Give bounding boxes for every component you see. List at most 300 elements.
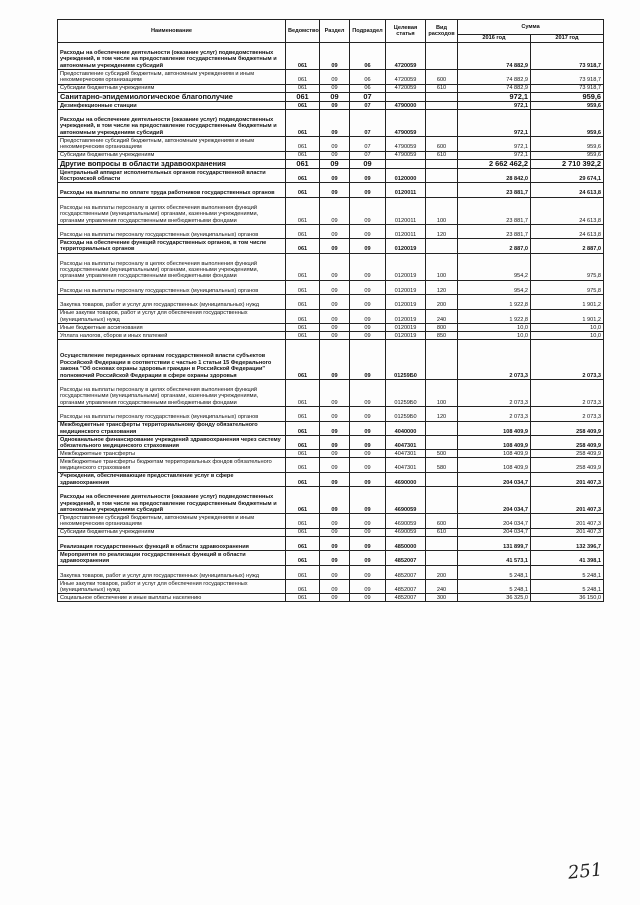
table-row bbox=[58, 224, 604, 238]
row-target: 4047301 bbox=[386, 450, 426, 458]
row-target: 4690059 bbox=[386, 487, 426, 514]
row-name: Межбюджетные трансферты бюджетам территориальных фондов обязательного медицинского страхования bbox=[58, 458, 286, 472]
row-name: Уплата налогов, сборов и иных платежей bbox=[58, 332, 286, 340]
row-subsection: 09 bbox=[350, 551, 386, 565]
row-value-2017: 2 073,3 bbox=[531, 340, 604, 380]
row-value-2016: 972,1 bbox=[458, 92, 531, 101]
row-subsection: 09 bbox=[350, 421, 386, 435]
header-sum: Сумма bbox=[458, 20, 604, 35]
row-exp-type: 100 bbox=[426, 253, 458, 280]
table-row bbox=[58, 536, 604, 550]
row-section: 09 bbox=[320, 253, 350, 280]
row-value-2017: 1 901,2 bbox=[531, 295, 604, 309]
row-name: Предоставление субсидий бюджетным, автономным учреждениям и иным некоммерческим организациям bbox=[58, 514, 286, 528]
row-dept: 061 bbox=[286, 70, 320, 84]
row-subsection: 07 bbox=[350, 137, 386, 151]
row-target: 4720059 bbox=[386, 84, 426, 92]
row-section: 09 bbox=[320, 472, 350, 486]
row-value-2016: 5 248,1 bbox=[458, 579, 531, 593]
row-subsection: 09 bbox=[350, 536, 386, 550]
row-exp-type bbox=[426, 168, 458, 182]
row-target: 0120019 bbox=[386, 280, 426, 294]
row-name: Расходы на обеспечение функций государственных органов, в том числе территориальных органов bbox=[58, 239, 286, 253]
row-exp-type bbox=[426, 421, 458, 435]
row-target: 4040000 bbox=[386, 421, 426, 435]
row-subsection: 07 bbox=[350, 101, 386, 109]
row-value-2016: 10,0 bbox=[458, 332, 531, 340]
row-dept: 061 bbox=[286, 253, 320, 280]
row-name: Расходы на выплаты персоналу государственных (муниципальных) органов bbox=[58, 224, 286, 238]
row-value-2016: 74 882,9 bbox=[458, 84, 531, 92]
row-value-2017: 201 407,3 bbox=[531, 472, 604, 486]
row-dept: 061 bbox=[286, 487, 320, 514]
row-name: Осуществление переданных органам государственной власти субъектов Российской Федерации в соответствии с частью 1 статьи 15 Федерального закона "Об основах охраны здоровья граждан в Российской Федерации" полномочий Российской Федерации в сфере охраны здоровья bbox=[58, 340, 286, 380]
row-name: Реализация государственных функций в области здравоохранения bbox=[58, 536, 286, 550]
table-row bbox=[58, 514, 604, 528]
row-value-2016: 108 409,9 bbox=[458, 450, 531, 458]
row-exp-type: 600 bbox=[426, 70, 458, 84]
header-subsection: Подраздел bbox=[350, 20, 386, 43]
row-value-2017: 975,8 bbox=[531, 253, 604, 280]
row-value-2016: 41 573,1 bbox=[458, 551, 531, 565]
row-value-2016: 1 922,8 bbox=[458, 309, 531, 323]
row-section: 09 bbox=[320, 579, 350, 593]
row-section: 09 bbox=[320, 332, 350, 340]
table-row bbox=[58, 565, 604, 579]
row-value-2017: 5 248,1 bbox=[531, 579, 604, 593]
row-name: Мероприятия по реализации государственных функций в области здравоохранения bbox=[58, 551, 286, 565]
row-subsection: 09 bbox=[350, 514, 386, 528]
row-section: 09 bbox=[320, 101, 350, 109]
header-name: Наименование bbox=[58, 20, 286, 43]
row-value-2016: 204 034,7 bbox=[458, 514, 531, 528]
row-section: 09 bbox=[320, 551, 350, 565]
row-subsection: 09 bbox=[350, 436, 386, 450]
row-exp-type: 610 bbox=[426, 528, 458, 536]
row-target: 4690000 bbox=[386, 472, 426, 486]
table-header-row bbox=[58, 20, 604, 35]
table-row bbox=[58, 421, 604, 435]
table-row bbox=[58, 528, 604, 536]
table-row bbox=[58, 407, 604, 421]
row-value-2016: 972,1 bbox=[458, 151, 531, 159]
row-section: 09 bbox=[320, 421, 350, 435]
row-name: Межбюджетные трансферты bbox=[58, 450, 286, 458]
row-target: 4690059 bbox=[386, 514, 426, 528]
row-dept: 061 bbox=[286, 421, 320, 435]
row-section: 09 bbox=[320, 92, 350, 101]
row-exp-type: 300 bbox=[426, 594, 458, 602]
row-dept: 061 bbox=[286, 472, 320, 486]
row-target: 4850000 bbox=[386, 536, 426, 550]
row-name: Расходы на выплаты персоналу в целях обеспечения выполнения функций государственными (муниципальными) органами, казенными учреждениями, органами управления государственными внебюджетными фондами bbox=[58, 380, 286, 407]
row-subsection: 09 bbox=[350, 168, 386, 182]
row-dept: 061 bbox=[286, 565, 320, 579]
row-name: Закупка товаров, работ и услуг для государственных (муниципальных) нужд bbox=[58, 295, 286, 309]
row-value-2016: 2 662 462,2 bbox=[458, 159, 531, 168]
row-subsection: 09 bbox=[350, 565, 386, 579]
row-exp-type bbox=[426, 487, 458, 514]
row-subsection: 09 bbox=[350, 579, 386, 593]
row-value-2017: 29 674,1 bbox=[531, 168, 604, 182]
row-subsection: 09 bbox=[350, 340, 386, 380]
table-row bbox=[58, 43, 604, 70]
row-subsection: 06 bbox=[350, 43, 386, 70]
row-dept: 061 bbox=[286, 340, 320, 380]
row-section: 09 bbox=[320, 528, 350, 536]
row-exp-type: 580 bbox=[426, 458, 458, 472]
row-target: 0120019 bbox=[386, 332, 426, 340]
row-exp-type bbox=[426, 109, 458, 136]
row-subsection: 09 bbox=[350, 309, 386, 323]
row-exp-type bbox=[426, 436, 458, 450]
row-value-2017: 2 073,3 bbox=[531, 380, 604, 407]
row-name: Межбюджетные трансферты территориальному фонду обязательного медицинского страхования bbox=[58, 421, 286, 435]
table-row bbox=[58, 450, 604, 458]
row-target: 01259Б0 bbox=[386, 407, 426, 421]
row-name: Расходы на выплаты персоналу государственных (муниципальных) органов bbox=[58, 407, 286, 421]
row-section: 09 bbox=[320, 43, 350, 70]
row-dept: 061 bbox=[286, 380, 320, 407]
row-dept: 061 bbox=[286, 224, 320, 238]
row-value-2017: 959,6 bbox=[531, 137, 604, 151]
table-row bbox=[58, 109, 604, 136]
row-dept: 061 bbox=[286, 450, 320, 458]
row-exp-type: 200 bbox=[426, 295, 458, 309]
row-subsection: 09 bbox=[350, 380, 386, 407]
row-name: Субсидии бюджетным учреждениям bbox=[58, 151, 286, 159]
row-target: 4047301 bbox=[386, 458, 426, 472]
row-value-2017: 959,6 bbox=[531, 92, 604, 101]
row-dept: 061 bbox=[286, 407, 320, 421]
row-exp-type: 850 bbox=[426, 332, 458, 340]
row-exp-type: 120 bbox=[426, 224, 458, 238]
table-row bbox=[58, 197, 604, 224]
row-subsection: 09 bbox=[350, 295, 386, 309]
table-row bbox=[58, 92, 604, 101]
row-exp-type: 800 bbox=[426, 324, 458, 332]
row-value-2016: 204 034,7 bbox=[458, 528, 531, 536]
row-name: Расходы на выплаты по оплате труда работников государственных органов bbox=[58, 183, 286, 197]
row-dept: 061 bbox=[286, 309, 320, 323]
row-section: 09 bbox=[320, 458, 350, 472]
table-row bbox=[58, 137, 604, 151]
row-target: 4790059 bbox=[386, 151, 426, 159]
row-exp-type: 240 bbox=[426, 579, 458, 593]
row-subsection: 09 bbox=[350, 332, 386, 340]
row-exp-type bbox=[426, 43, 458, 70]
row-section: 09 bbox=[320, 380, 350, 407]
row-value-2017: 73 918,7 bbox=[531, 84, 604, 92]
row-target: 4790059 bbox=[386, 109, 426, 136]
table-row bbox=[58, 70, 604, 84]
row-exp-type bbox=[426, 239, 458, 253]
row-name: Расходы на выплаты персоналу государственных (муниципальных) органов bbox=[58, 280, 286, 294]
row-dept: 061 bbox=[286, 536, 320, 550]
row-dept: 061 bbox=[286, 528, 320, 536]
row-value-2017: 258 409,9 bbox=[531, 458, 604, 472]
row-dept: 061 bbox=[286, 579, 320, 593]
row-value-2017: 201 407,3 bbox=[531, 487, 604, 514]
row-value-2016: 74 882,9 bbox=[458, 43, 531, 70]
row-section: 09 bbox=[320, 450, 350, 458]
row-dept: 061 bbox=[286, 168, 320, 182]
row-subsection: 09 bbox=[350, 159, 386, 168]
row-exp-type: 120 bbox=[426, 407, 458, 421]
row-target bbox=[386, 92, 426, 101]
row-target: 0120011 bbox=[386, 183, 426, 197]
table-row bbox=[58, 472, 604, 486]
table-row bbox=[58, 253, 604, 280]
row-value-2016: 204 034,7 bbox=[458, 487, 531, 514]
row-value-2017: 41 398,1 bbox=[531, 551, 604, 565]
header-dept: Ведомство bbox=[286, 20, 320, 43]
row-target: 4690059 bbox=[386, 528, 426, 536]
row-value-2016: 74 882,9 bbox=[458, 70, 531, 84]
row-name: Другие вопросы в области здравоохранения bbox=[58, 159, 286, 168]
row-section: 09 bbox=[320, 84, 350, 92]
row-value-2016: 5 248,1 bbox=[458, 565, 531, 579]
table-row bbox=[58, 579, 604, 593]
table-row bbox=[58, 340, 604, 380]
row-name: Предоставление субсидий бюджетным, автономным учреждениям и иным некоммерческим организациям bbox=[58, 137, 286, 151]
row-subsection: 06 bbox=[350, 84, 386, 92]
row-value-2016: 1 922,8 bbox=[458, 295, 531, 309]
row-section: 09 bbox=[320, 536, 350, 550]
table-row bbox=[58, 101, 604, 109]
row-dept: 061 bbox=[286, 101, 320, 109]
header-target: Целевая статья bbox=[386, 20, 426, 43]
row-name: Субсидии бюджетным учреждениям bbox=[58, 84, 286, 92]
row-name: Закупка товаров, работ и услуг для государственных (муниципальных) нужд bbox=[58, 565, 286, 579]
row-name: Санитарно-эпидемиологическое благополучие bbox=[58, 92, 286, 101]
row-exp-type bbox=[426, 101, 458, 109]
row-subsection: 09 bbox=[350, 407, 386, 421]
row-value-2017: 10,0 bbox=[531, 332, 604, 340]
row-name: Расходы на обеспечение деятельности (оказание услуг) подведомственных учреждений, в том числе на предоставление государственным бюджетным и автономным учреждениям субсидий bbox=[58, 43, 286, 70]
table-row bbox=[58, 151, 604, 159]
row-dept: 061 bbox=[286, 84, 320, 92]
row-value-2017: 2 887,0 bbox=[531, 239, 604, 253]
table-row bbox=[58, 487, 604, 514]
row-subsection: 07 bbox=[350, 92, 386, 101]
row-value-2017: 10,0 bbox=[531, 324, 604, 332]
page-number-handwritten: 251 bbox=[566, 859, 604, 884]
row-subsection: 09 bbox=[350, 472, 386, 486]
row-name: Одноканальное финансирование учреждений здравоохранения через систему обязательного медицинского страхования bbox=[58, 436, 286, 450]
table-row bbox=[58, 159, 604, 168]
row-value-2017: 201 407,3 bbox=[531, 514, 604, 528]
row-exp-type: 500 bbox=[426, 450, 458, 458]
row-subsection: 07 bbox=[350, 109, 386, 136]
row-name: Иные закупки товаров, работ и услуг для обеспечения государственных (муниципальных) нужд bbox=[58, 579, 286, 593]
table-row bbox=[58, 239, 604, 253]
row-value-2016: 131 899,7 bbox=[458, 536, 531, 550]
table-row bbox=[58, 551, 604, 565]
row-dept: 061 bbox=[286, 332, 320, 340]
row-target: 4852007 bbox=[386, 565, 426, 579]
row-value-2016: 972,1 bbox=[458, 101, 531, 109]
row-target: 0120011 bbox=[386, 224, 426, 238]
table-row bbox=[58, 295, 604, 309]
row-dept: 061 bbox=[286, 151, 320, 159]
table-row bbox=[58, 84, 604, 92]
row-dept: 061 bbox=[286, 280, 320, 294]
header-section: Раздел bbox=[320, 20, 350, 43]
row-value-2016: 2 887,0 bbox=[458, 239, 531, 253]
row-dept: 061 bbox=[286, 92, 320, 101]
row-value-2016: 28 842,0 bbox=[458, 168, 531, 182]
row-section: 09 bbox=[320, 295, 350, 309]
row-name: Центральный аппарат исполнительных органов государственной власти Костромской области bbox=[58, 168, 286, 182]
row-value-2016: 2 073,3 bbox=[458, 407, 531, 421]
table-row bbox=[58, 594, 604, 602]
row-subsection: 06 bbox=[350, 70, 386, 84]
row-dept: 061 bbox=[286, 324, 320, 332]
row-exp-type: 200 bbox=[426, 565, 458, 579]
row-dept: 061 bbox=[286, 109, 320, 136]
row-name: Иные бюджетные ассигнования bbox=[58, 324, 286, 332]
row-name: Расходы на выплаты персоналу в целях обеспечения выполнения функций государственными (муниципальными) органами, казенными учреждениями, органами управления государственными внебюджетными фондами bbox=[58, 197, 286, 224]
row-target: 0120000 bbox=[386, 168, 426, 182]
row-name: Иные закупки товаров, работ и услуг для обеспечения государственных (муниципальных) нужд bbox=[58, 309, 286, 323]
header-2017: 2017 год bbox=[531, 35, 604, 43]
table-row bbox=[58, 168, 604, 182]
row-subsection: 09 bbox=[350, 594, 386, 602]
row-target: 4047301 bbox=[386, 436, 426, 450]
row-subsection: 09 bbox=[350, 183, 386, 197]
row-target: 01259Б0 bbox=[386, 340, 426, 380]
row-value-2017: 959,6 bbox=[531, 109, 604, 136]
header-2016: 2016 год bbox=[458, 35, 531, 43]
row-name: Дезинфекционные станции bbox=[58, 101, 286, 109]
row-target: 4790059 bbox=[386, 137, 426, 151]
row-subsection: 09 bbox=[350, 253, 386, 280]
row-target: 4852007 bbox=[386, 551, 426, 565]
row-subsection: 09 bbox=[350, 280, 386, 294]
row-target: 0120019 bbox=[386, 239, 426, 253]
row-value-2016: 204 034,7 bbox=[458, 472, 531, 486]
table-row bbox=[58, 324, 604, 332]
row-dept: 061 bbox=[286, 458, 320, 472]
row-dept: 061 bbox=[286, 197, 320, 224]
row-section: 09 bbox=[320, 280, 350, 294]
row-value-2017: 975,8 bbox=[531, 280, 604, 294]
row-value-2017: 36 150,0 bbox=[531, 594, 604, 602]
row-exp-type bbox=[426, 159, 458, 168]
row-target: 0120019 bbox=[386, 324, 426, 332]
row-value-2017: 132 396,7 bbox=[531, 536, 604, 550]
row-value-2017: 24 613,8 bbox=[531, 224, 604, 238]
table-row bbox=[58, 458, 604, 472]
table-row bbox=[58, 380, 604, 407]
row-dept: 061 bbox=[286, 239, 320, 253]
row-section: 09 bbox=[320, 594, 350, 602]
row-value-2016: 10,0 bbox=[458, 324, 531, 332]
row-target: 01259Б0 bbox=[386, 380, 426, 407]
row-subsection: 09 bbox=[350, 450, 386, 458]
row-value-2016: 23 881,7 bbox=[458, 224, 531, 238]
row-exp-type: 240 bbox=[426, 309, 458, 323]
row-name: Расходы на выплаты персоналу в целях обеспечения выполнения функций государственными (муниципальными) органами, казенными учреждениями, органами управления государственными внебюджетными фондами bbox=[58, 253, 286, 280]
row-target: 4852007 bbox=[386, 594, 426, 602]
row-value-2016: 108 409,9 bbox=[458, 421, 531, 435]
row-exp-type: 610 bbox=[426, 151, 458, 159]
row-value-2016: 23 881,7 bbox=[458, 197, 531, 224]
row-name: Расходы на обеспечение деятельности (оказание услуг) подведомственных учреждений, в том числе на предоставление государственным бюджетным и автономным учреждениям субсидий bbox=[58, 109, 286, 136]
table-row bbox=[58, 183, 604, 197]
row-value-2017: 5 248,1 bbox=[531, 565, 604, 579]
row-name: Расходы на обеспечение деятельности (оказание услуг) подведомственных учреждений, в том числе на предоставление государственным бюджетным и автономным учреждениям субсидий bbox=[58, 487, 286, 514]
row-value-2017: 258 409,9 bbox=[531, 421, 604, 435]
row-exp-type: 100 bbox=[426, 380, 458, 407]
row-section: 09 bbox=[320, 109, 350, 136]
row-section: 09 bbox=[320, 565, 350, 579]
table-row bbox=[58, 436, 604, 450]
row-section: 09 bbox=[320, 137, 350, 151]
row-section: 09 bbox=[320, 324, 350, 332]
row-name: Учреждения, обеспечивающие предоставление услуг в сфере здравоохранения bbox=[58, 472, 286, 486]
row-value-2017: 959,6 bbox=[531, 101, 604, 109]
row-subsection: 09 bbox=[350, 197, 386, 224]
row-dept: 061 bbox=[286, 594, 320, 602]
row-target: 0120019 bbox=[386, 253, 426, 280]
row-section: 09 bbox=[320, 70, 350, 84]
row-exp-type bbox=[426, 472, 458, 486]
row-section: 09 bbox=[320, 340, 350, 380]
row-value-2017: 258 409,9 bbox=[531, 436, 604, 450]
row-value-2016: 108 409,9 bbox=[458, 436, 531, 450]
row-section: 09 bbox=[320, 239, 350, 253]
row-exp-type: 100 bbox=[426, 197, 458, 224]
row-value-2017: 959,6 bbox=[531, 151, 604, 159]
row-value-2016: 23 881,7 bbox=[458, 183, 531, 197]
row-target: 4790000 bbox=[386, 101, 426, 109]
row-value-2017: 24 613,8 bbox=[531, 183, 604, 197]
row-subsection: 09 bbox=[350, 324, 386, 332]
row-target: 4720059 bbox=[386, 70, 426, 84]
row-exp-type bbox=[426, 536, 458, 550]
row-subsection: 07 bbox=[350, 151, 386, 159]
row-section: 09 bbox=[320, 159, 350, 168]
row-value-2016: 954,2 bbox=[458, 280, 531, 294]
row-exp-type bbox=[426, 92, 458, 101]
row-subsection: 09 bbox=[350, 487, 386, 514]
row-section: 09 bbox=[320, 224, 350, 238]
row-subsection: 09 bbox=[350, 224, 386, 238]
row-value-2016: 972,1 bbox=[458, 137, 531, 151]
row-name: Субсидии бюджетным учреждениям bbox=[58, 528, 286, 536]
row-section: 09 bbox=[320, 197, 350, 224]
row-section: 09 bbox=[320, 407, 350, 421]
row-exp-type bbox=[426, 340, 458, 380]
row-target: 0120019 bbox=[386, 295, 426, 309]
row-value-2016: 972,1 bbox=[458, 109, 531, 136]
row-dept: 061 bbox=[286, 43, 320, 70]
table-body bbox=[58, 43, 604, 602]
row-section: 09 bbox=[320, 151, 350, 159]
row-exp-type: 120 bbox=[426, 280, 458, 294]
header-exp-type: Вид расходов bbox=[426, 20, 458, 43]
row-section: 09 bbox=[320, 436, 350, 450]
row-value-2016: 2 073,3 bbox=[458, 340, 531, 380]
row-subsection: 09 bbox=[350, 528, 386, 536]
row-dept: 061 bbox=[286, 436, 320, 450]
row-exp-type: 610 bbox=[426, 84, 458, 92]
table-row bbox=[58, 280, 604, 294]
row-value-2017: 73 918,7 bbox=[531, 43, 604, 70]
table-row bbox=[58, 309, 604, 323]
